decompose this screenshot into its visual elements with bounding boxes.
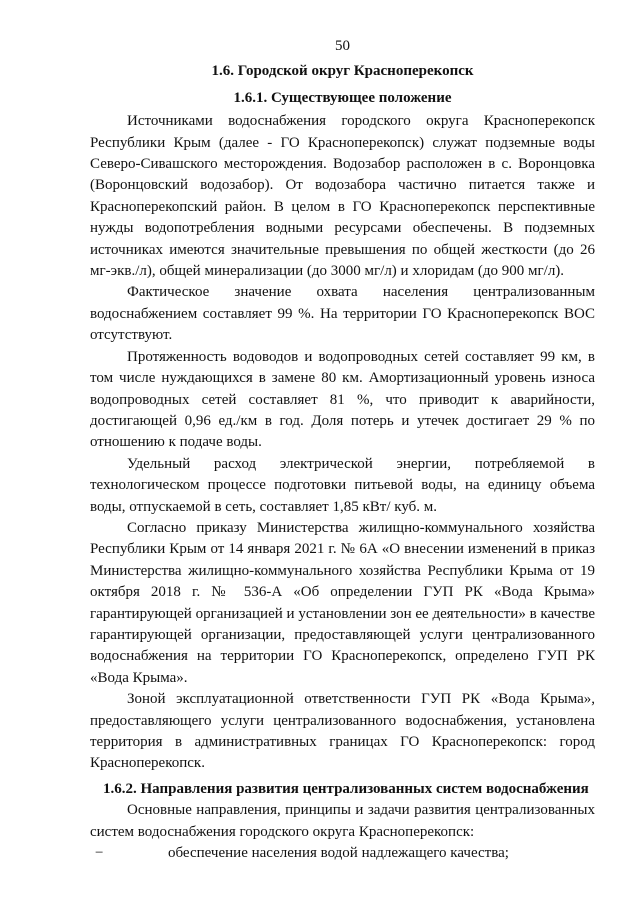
paragraph-coverage: Фактическое значение охвата населения централизованным водоснабжением составляет 99 %. На территории ГО Красноперекопск ВОС отсутствуют. [90,284,595,344]
paragraph-water-sources: Источниками водоснабжения городского округа Красноперекопск Республики Крым (далее - ГО Красноперекопск) служат подземные воды Северо-Сивашского месторождения. Водозабор расположен в с. Воронцовка (Воронцовский водозабор). От водозабора частично питается также и Красноперекопский район. В целом в ГО Красноперекопск перспективные нужды водопотребления водными ресурсами обеспечены. В подземных источниках имеются значительные превышения по общей жесткости (до 26 мг-экв./л), общей минерализации (до 3000 мг/л) и хлоридам (до 900 мг/л). [90,113,595,280]
bullet-marker: − [95,845,104,862]
paragraph-energy-consumption: Удельный расход электрической энергии, потребляемой в технологическом процессе подготовки питьевой воды, на единицу объема воды, отпускаемой в сеть, составляет 1,85 кВт/ куб. м. [90,455,595,515]
paragraph-network-length: Протяженность водоводов и водопроводных сетей составляет 99 км, в том числе нуждающихся в замене 80 км. Амортизационный уровень износа водопроводных сетей составляет 81 %, что приводит к аварийности, достигающей 0,96 ед./км в год. Доля потерь и утечек достигает 29 % по отношению к подаче воды. [90,348,595,451]
subsection-title-existing: 1.6.1. Существующее положение [233,89,452,106]
paragraph-ministry-order: Согласно приказу Министерства жилищно-коммунального хозяйства Республики Крым от 14 января 2021 г. № 6А «О внесении изменений в приказ Министерства жилищно-коммунального хозяйства Республики Крыма от 19 октября 2018 г. № 536-А «Об определении ГУП РК «Вода Крыма» гарантирующей организацией и установлении зон ее деятельности» в качестве гарантирующей организации, предоставляющей услуги централизованного водоснабжения на территории ГО Красноперекопск, определено ГУП РК «Вода Крыма». [90,519,595,686]
document-page [90,36,595,864]
list-item-text: обеспечение населения водой надлежащего качества; [168,845,509,862]
paragraph-responsibility-zone: Зоной эксплуатационной ответственности ГУП РК «Вода Крыма», предоставляющего услуги централизованного водоснабжения, установлена территория в административных границах ГО Красноперекопск: город Красноперекопск. [90,691,595,772]
page-number: 50 [335,38,350,54]
subsection-title-development: 1.6.2. Направления развития централизованных систем водоснабжения [103,780,589,797]
list-item [90,843,595,864]
section-title: 1.6. Городской округ Красноперекопск [211,63,474,80]
paragraph-main-directions: Основные направления, принципы и задачи развития централизованных систем водоснабжения городского округа Красноперекопск: [90,802,595,840]
